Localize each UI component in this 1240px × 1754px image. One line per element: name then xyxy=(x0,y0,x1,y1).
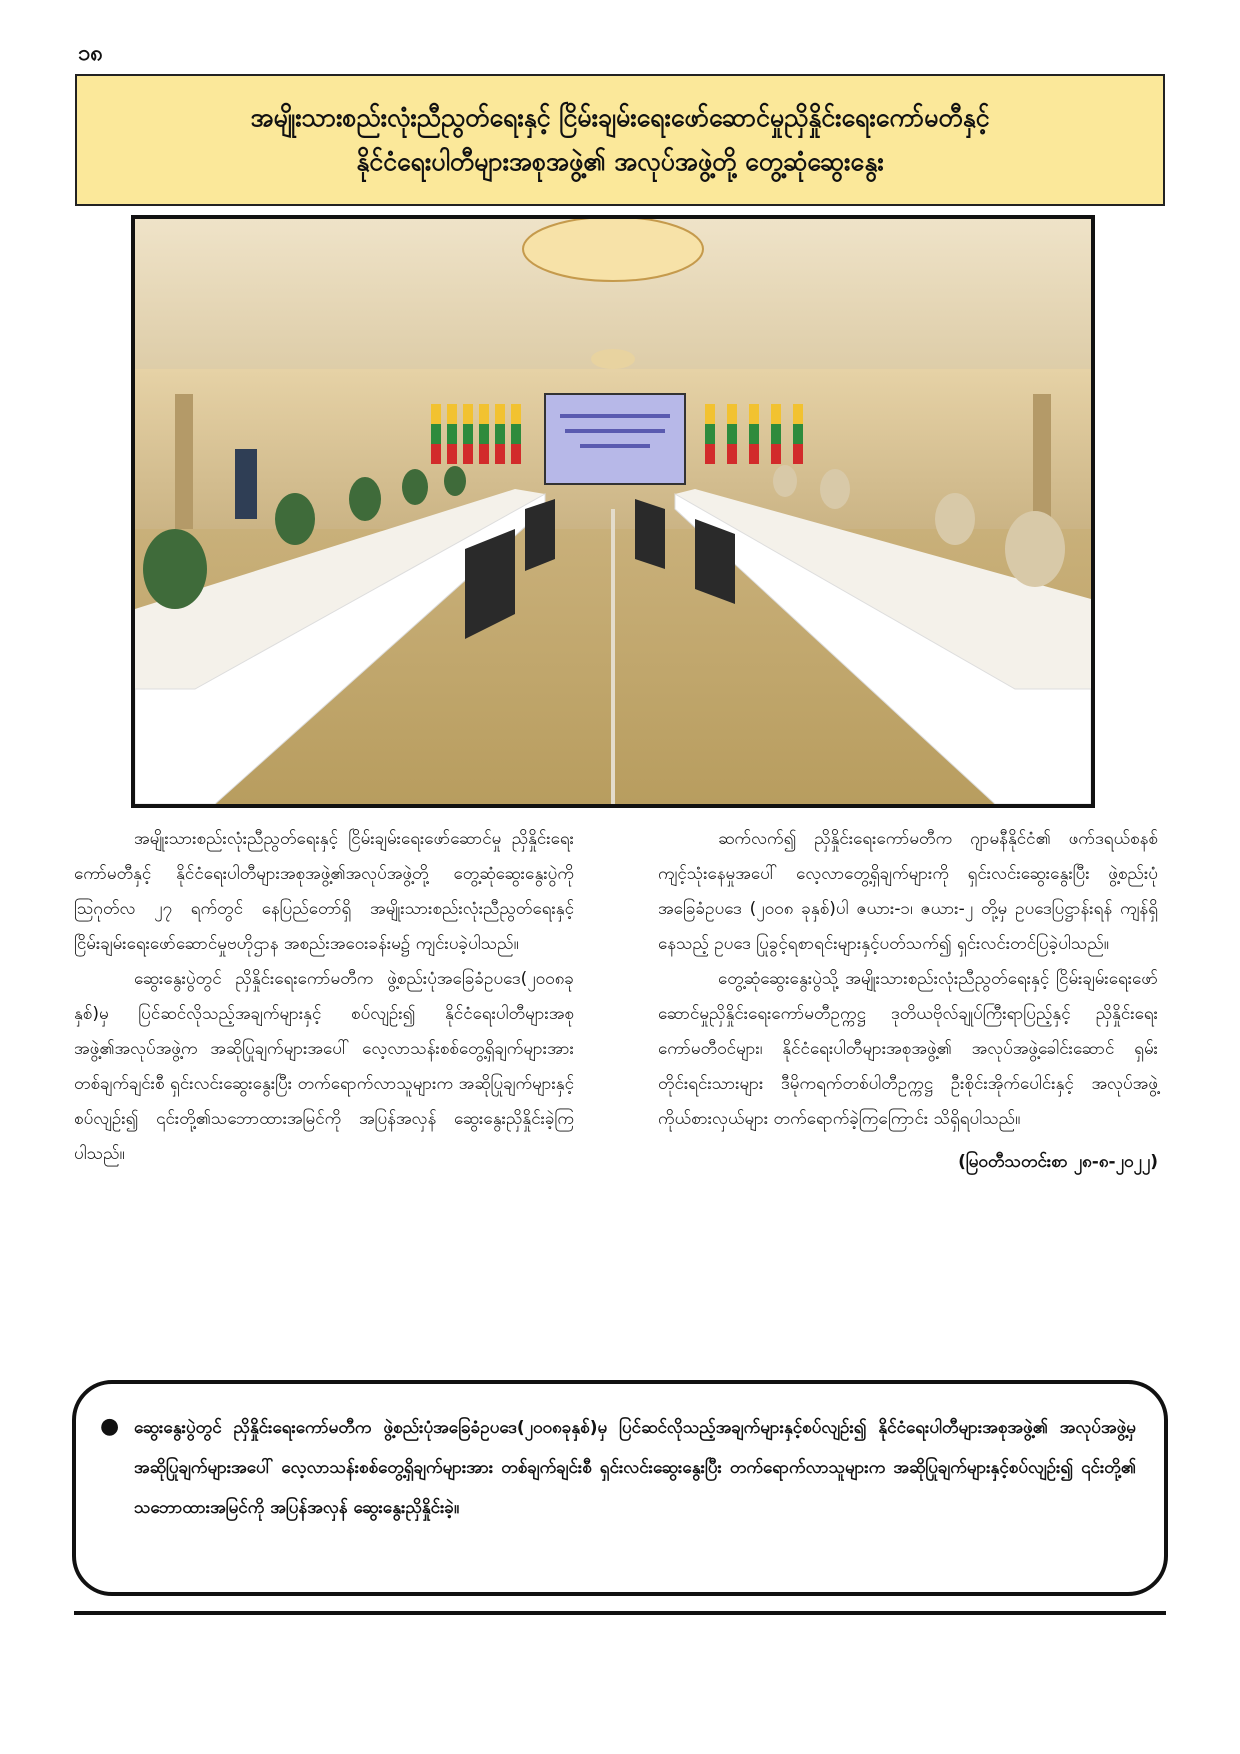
projection-screen xyxy=(545,394,685,484)
camera-operator xyxy=(235,449,257,519)
summary-text: ဆွေးနွေးပွဲတွင် ညှိနှိုင်းရေးကော်မတီက ဖွဲ့စည်းပုံအခြေခံဥပဒေ(၂၀၀၈ခုနှစ်)မှ ပြင်ဆင်လိုသည့်အချက်များနှင့်စပ်လျဉ်း၍ နိုင်ငံရေးပါတီများအစုအဖွဲ့၏ အလုပ်အဖွဲ့မှ အဆိုပြုချက်များအပေါ် လေ့လာသန်းစစ်တွေ့ရှိချက်များအား တစ်ချက်ချင်းစီ ရှင်းလင်းဆွေးနွေးပြီး တက်ရောက်လာသူများက အဆိုပြုချက်များနှင့်စပ်လျဉ်း၍ ၎င်းတို့၏ သဘောထားအမြင်ကို အပြန်အလှန် ဆွေးနွေးညှိနှိုင်းခဲ့။ xyxy=(134,1418,1136,1518)
headline-box xyxy=(75,74,1165,206)
ceiling-light xyxy=(591,349,635,369)
left-paragraph-2: ဆွေးနွေးပွဲတွင် ညှိနှိုင်းရေးကော်မတီက ဖွဲ့စည်းပုံအခြေခံဥပဒေ(၂၀၀၈ခုနှစ်)မှ ပြင်ဆင်လိုသည့်အချက်များနှင့် စပ်လျဉ်း၍ နိုင်ငံရေးပါတီများအစုအဖွဲ့၏အလုပ်အဖွဲ့က အဆိုပြုချက်များအပေါ် လေ့လာသန်းစစ်တွေ့ရှိချက်များအား တစ်ချက်ချင်းစီ ရှင်းလင်းဆွေးနွေးပြီး တက်ရောက်လာသူများက အဆိုပြုချက်များနှင့်စပ်လျဉ်း၍ ၎င်းတို့၏သဘောထားအမြင်ကို အပြန်အလှန် ဆွေးနွေးညှိနှိုင်းခဲ့ကြပါသည်။ xyxy=(74,969,574,1164)
left-paragraph-1: အမျိုးသားစည်းလုံးညီညွတ်ရေးနှင့် ငြိမ်းချမ်းရေးဖော်ဆောင်မှု ညှိနှိုင်းရေးကော်မတီနှင့် နိုင်ငံရေးပါတီများအစုအဖွဲ့၏အလုပ်အဖွဲ့တို့ တွေ့ဆုံဆွေးနွေးပွဲကို ဩဂုတ်လ ၂၇ ရက်တွင် နေပြည်တော်ရှိ အမျိုးသားစည်းလုံးညီညွတ်ရေးနှင့် ငြိမ်းချမ်းရေးဖော်ဆောင်မှုဗဟိုဌာန အစည်းအဝေးခန်းမ၌ ကျင်းပခဲ့ပါသည်။ xyxy=(74,829,574,954)
bottom-divider xyxy=(74,1611,1166,1615)
screen-text-line xyxy=(560,414,670,418)
right-paragraph-2: တွေ့ဆုံဆွေးနွေးပွဲသို့ အမျိုးသားစည်းလုံးညီညွတ်ရေးနှင့် ငြိမ်းချမ်းရေးဖော်ဆောင်မှုညှိနှိုင်းရေးကော်မတီဥက္ကဋ္ဌ ဒုတိယဗိုလ်ချုပ်ကြီးရာပြည့်နှင့် ညှိနှိုင်းရေးကော်မတီဝင်များ၊ နိုင်ငံရေးပါတီများအစုအဖွဲ့၏ အလုပ်အဖွဲ့ခေါင်းဆောင် ရှမ်းတိုင်းရင်းသားများ ဒီမိုကရက်တစ်ပါတီဥက္ကဋ္ဌ ဦးစိုင်းအိုက်ပေါင်းနှင့် အလုပ်အဖွဲ့ကိုယ်စားလှယ်များ တက်ရောက်ခဲ့ကြကြောင်း သိရှိရပါသည်။ xyxy=(658,969,1158,1129)
chandelier xyxy=(523,219,703,281)
source-citation: (မြဝတီသတင်းစာ ၂၈-၈-၂၀၂၂) xyxy=(958,1152,1158,1172)
article-right-column xyxy=(658,822,1158,1180)
meeting-room-illustration xyxy=(135,219,1091,804)
headline-line-1: အမျိုးသားစည်းလုံးညီညွတ်ရေးနှင့် ငြိမ်းချမ်းရေးဖော်ဆောင်မှုညှိနှိုင်းရေးကော်မတီနှင့် xyxy=(250,103,990,132)
headline-line-2: နိုင်ငံရေးပါတီများအစုအဖွဲ့၏ အလုပ်အဖွဲ့တို့ တွေ့ဆုံဆွေးနွေး xyxy=(356,147,884,176)
meeting-photo xyxy=(131,215,1095,808)
page-number: ၁၈ xyxy=(78,41,103,66)
summary-box xyxy=(72,1380,1168,1596)
center-floor-line xyxy=(611,509,615,804)
right-paragraph-1: ဆက်လက်၍ ညှိနှိုင်းရေးကော်မတီက ဂျာမနီနိုင်ငံ၏ ဖက်ဒရယ်စနစ်ကျင့်သုံးနေမှုအပေါ် လေ့လာတွေ့ရှိချက်များကို ရှင်းလင်းဆွေးနွေးပြီး ဖွဲ့စည်းပုံအခြေခံဥပဒေ (၂၀၀၈ ခုနှစ်)ပါ ဇယား-၁၊ ဇယား-၂ တို့မှ ဥပဒေပြဋ္ဌာန်းရန် ကျန်ရှိနေသည့် ဥပဒေ ပြုခွင့်ရစာရင်းများနှင့်ပတ်သက်၍ ရှင်းလင်းတင်ပြခဲ့ပါသည်။ xyxy=(658,829,1158,954)
screen-text-line xyxy=(580,444,650,448)
screen-text-line xyxy=(565,429,665,433)
bullet-icon: ● xyxy=(100,1414,120,1439)
article-left-column xyxy=(74,822,574,1172)
